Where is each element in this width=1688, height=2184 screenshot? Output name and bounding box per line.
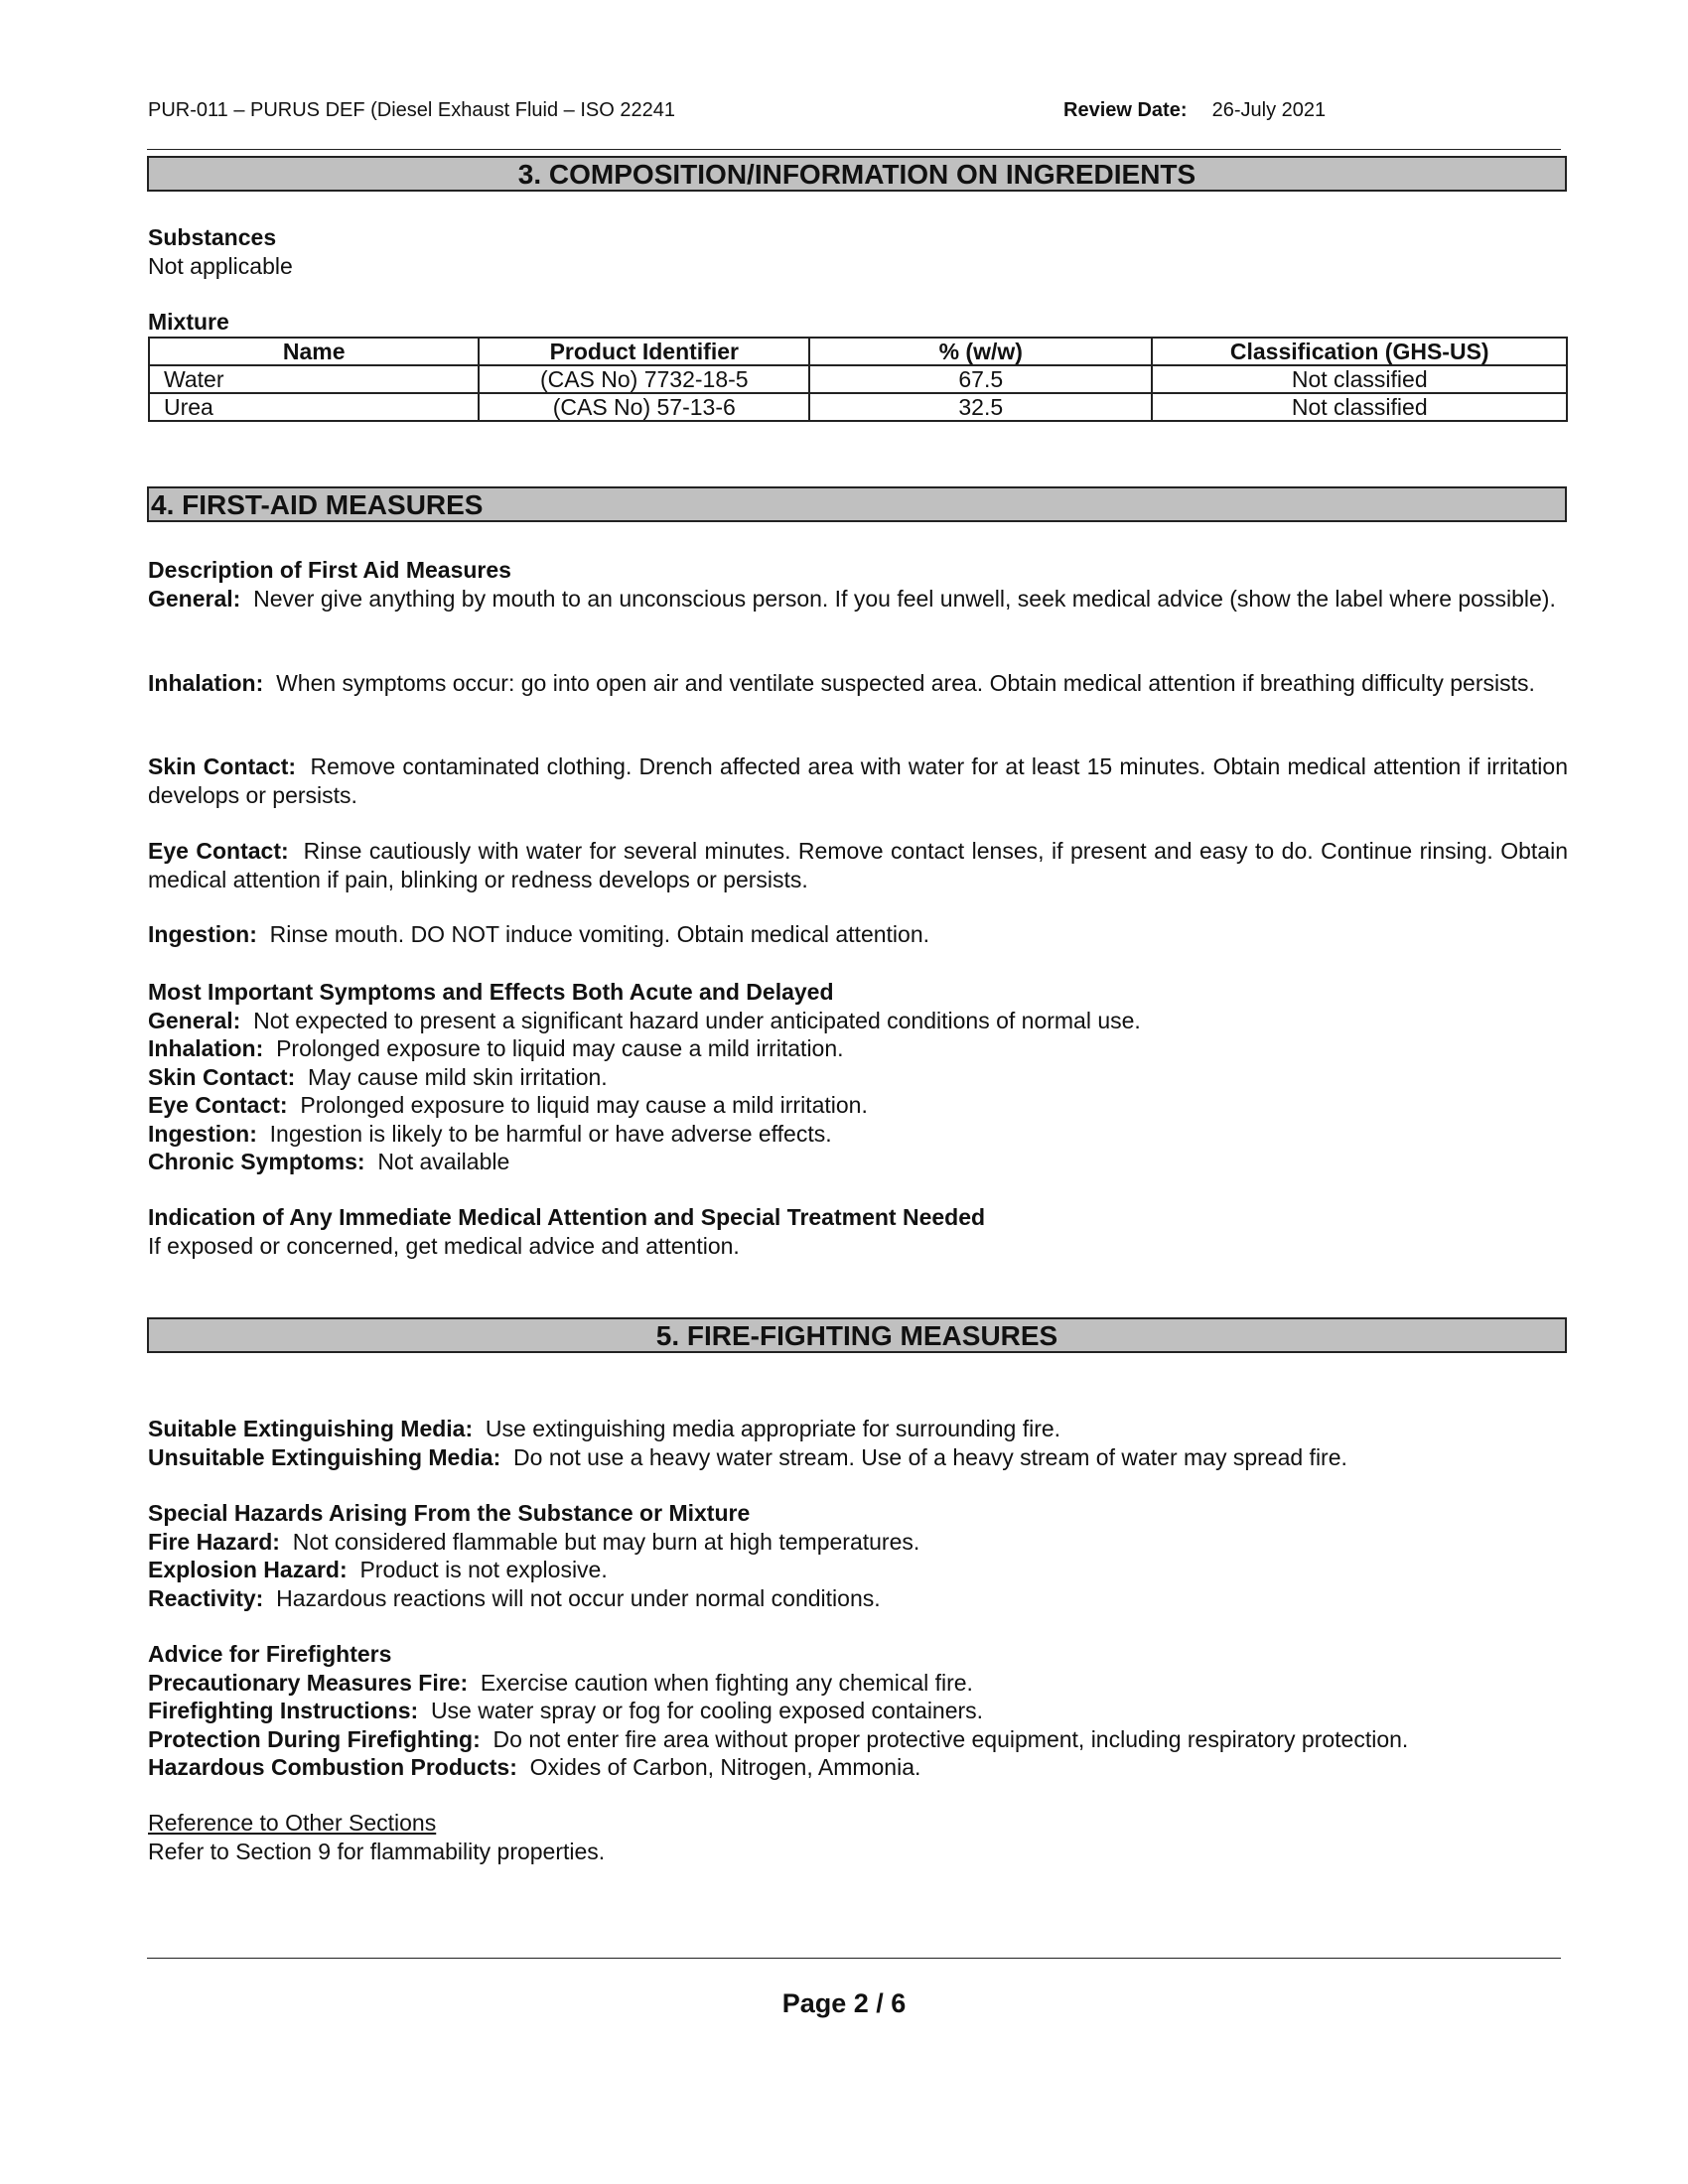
first-aid-general [148, 556, 1568, 613]
table-cell: 32.5 [809, 393, 1152, 421]
table-row [149, 393, 1567, 421]
extinguishing-media: Suitable Extinguishing Media: Use extinguishing media appropriate for surrounding fire. Unsuitable Extinguishing Media: Do not use a heavy water stream. Use of a heavy stream of water may spread fire. [148, 1416, 1347, 1470]
header-divider [147, 149, 1561, 150]
skin-label: Skin Contact: [148, 753, 297, 779]
symptoms-heading: Most Important Symptoms and Effects Both Acute and Delayed [148, 979, 834, 1005]
review-date-label: Review Date: [1063, 99, 1188, 121]
substances-block [148, 223, 1568, 280]
special-hazards: Special Hazards Arising From the Substance or Mixture Fire Hazard: Not considered flammable but may burn at high temperatures. Explosion Hazard: Product is not explosive. Reactivity: Hazardous reactions will not occur under normal conditions. [148, 1500, 920, 1611]
table-header-row [149, 338, 1567, 365]
substances-text: Not applicable [148, 252, 293, 279]
reference-heading: Reference to Other Sections [148, 1810, 437, 1836]
table-cell: 67.5 [809, 365, 1152, 393]
first-aid-inhalation [148, 669, 1568, 698]
first-aid-skin [148, 752, 1568, 809]
section-5-title: 5. FIRE-FIGHTING MEASURES [147, 1317, 1567, 1353]
symptoms-block: Most Important Symptoms and Effects Both Acute and Delayed General: Not expected to present a significant hazard under anticipated conditions of normal use. Inhalation: Prolonged exposure to liquid may cause a mild irritation. Skin Contact: May cause mild skin irritation. Eye Contact: Prolonged exposure to liquid may cause a mild irritation. Ingestion: Ingestion is likely to be harmful or have adverse effects. Chronic Symptoms: Not available [148, 979, 1141, 1174]
column-header: Classification (GHS-US) [1152, 338, 1567, 365]
inhalation-text: When symptoms occur: go into open air and ventilate suspected area. Obtain medical attention if breathing difficulty persists. [276, 670, 1535, 696]
column-header: % (w/w) [809, 338, 1152, 365]
table-cell: Not classified [1152, 365, 1567, 393]
ingestion-text: Rinse mouth. DO NOT induce vomiting. Obtain medical attention. [269, 921, 929, 947]
eye-label: Eye Contact: [148, 838, 289, 864]
table-cell: (CAS No) 7732-18-5 [479, 365, 809, 393]
indication-heading: Indication of Any Immediate Medical Attention and Special Treatment Needed [148, 1204, 986, 1230]
desc-heading: Description of First Aid Measures [148, 557, 511, 583]
review-date-value: 26-July 2021 [1211, 99, 1327, 121]
column-header: Product Identifier [479, 338, 809, 365]
table-cell: (CAS No) 57-13-6 [479, 393, 809, 421]
reference-block [148, 1809, 1568, 1865]
indication-block [148, 1203, 1568, 1260]
section-3-title: 3. COMPOSITION/INFORMATION ON INGREDIENTS [147, 156, 1567, 192]
special-hazards-heading: Special Hazards Arising From the Substance or Mixture [148, 1500, 751, 1526]
reference-text: Refer to Section 9 for flammability properties. [148, 1838, 606, 1864]
table-cell: Not classified [1152, 393, 1567, 421]
section-4-title: 4. FIRST-AID MEASURES [147, 486, 1567, 522]
eye-text: Rinse cautiously with water for several minutes. Remove contact lenses, if present and easy to do. Continue rinsing. Obtain medical attention if pain, blinking or redness develops or persists. [148, 838, 1568, 892]
mixture-table [148, 337, 1568, 422]
skin-text: Remove contaminated clothing. Drench affected area with water for at least 15 minutes. Obtain medical attention if irritation develops or persists. [148, 753, 1568, 808]
table-row [149, 365, 1567, 393]
inhalation-label: Inhalation: [148, 670, 264, 696]
document-id: PUR-011 – PURUS DEF (Diesel Exhaust Fluid – ISO 22241 [148, 99, 675, 121]
advice-heading: Advice for Firefighters [148, 1641, 392, 1667]
indication-text: If exposed or concerned, get medical advice and attention. [148, 1232, 740, 1259]
general-label: General: [148, 585, 241, 612]
review-date [1063, 99, 1326, 122]
column-header: Name [149, 338, 479, 365]
table-cell: Urea [149, 393, 479, 421]
firefighter-advice: Advice for Firefighters Precautionary Measures Fire: Exercise caution when fighting any chemical fire. Firefighting Instructions: Use water spray or fog for cooling exposed containers. Protection During Firefighting: Do not enter fire area without proper protective equipment, including respiratory protection. Hazardous Combustion Products: Oxides of Carbon, Nitrogen, Ammonia. [148, 1641, 1409, 1780]
mixture-heading: Mixture [148, 309, 229, 335]
table-cell: Water [149, 365, 479, 393]
page-number: Page 2 / 6 [781, 1988, 907, 2018]
first-aid-ingestion [148, 920, 1568, 949]
general-text: Never give anything by mouth to an unconscious person. If you feel unwell, seek medical advice (show the label where possible). [253, 585, 1556, 612]
footer-divider [147, 1958, 1561, 1959]
first-aid-eye [148, 837, 1568, 893]
substances-heading: Substances [148, 224, 277, 250]
ingestion-label: Ingestion: [148, 921, 257, 947]
